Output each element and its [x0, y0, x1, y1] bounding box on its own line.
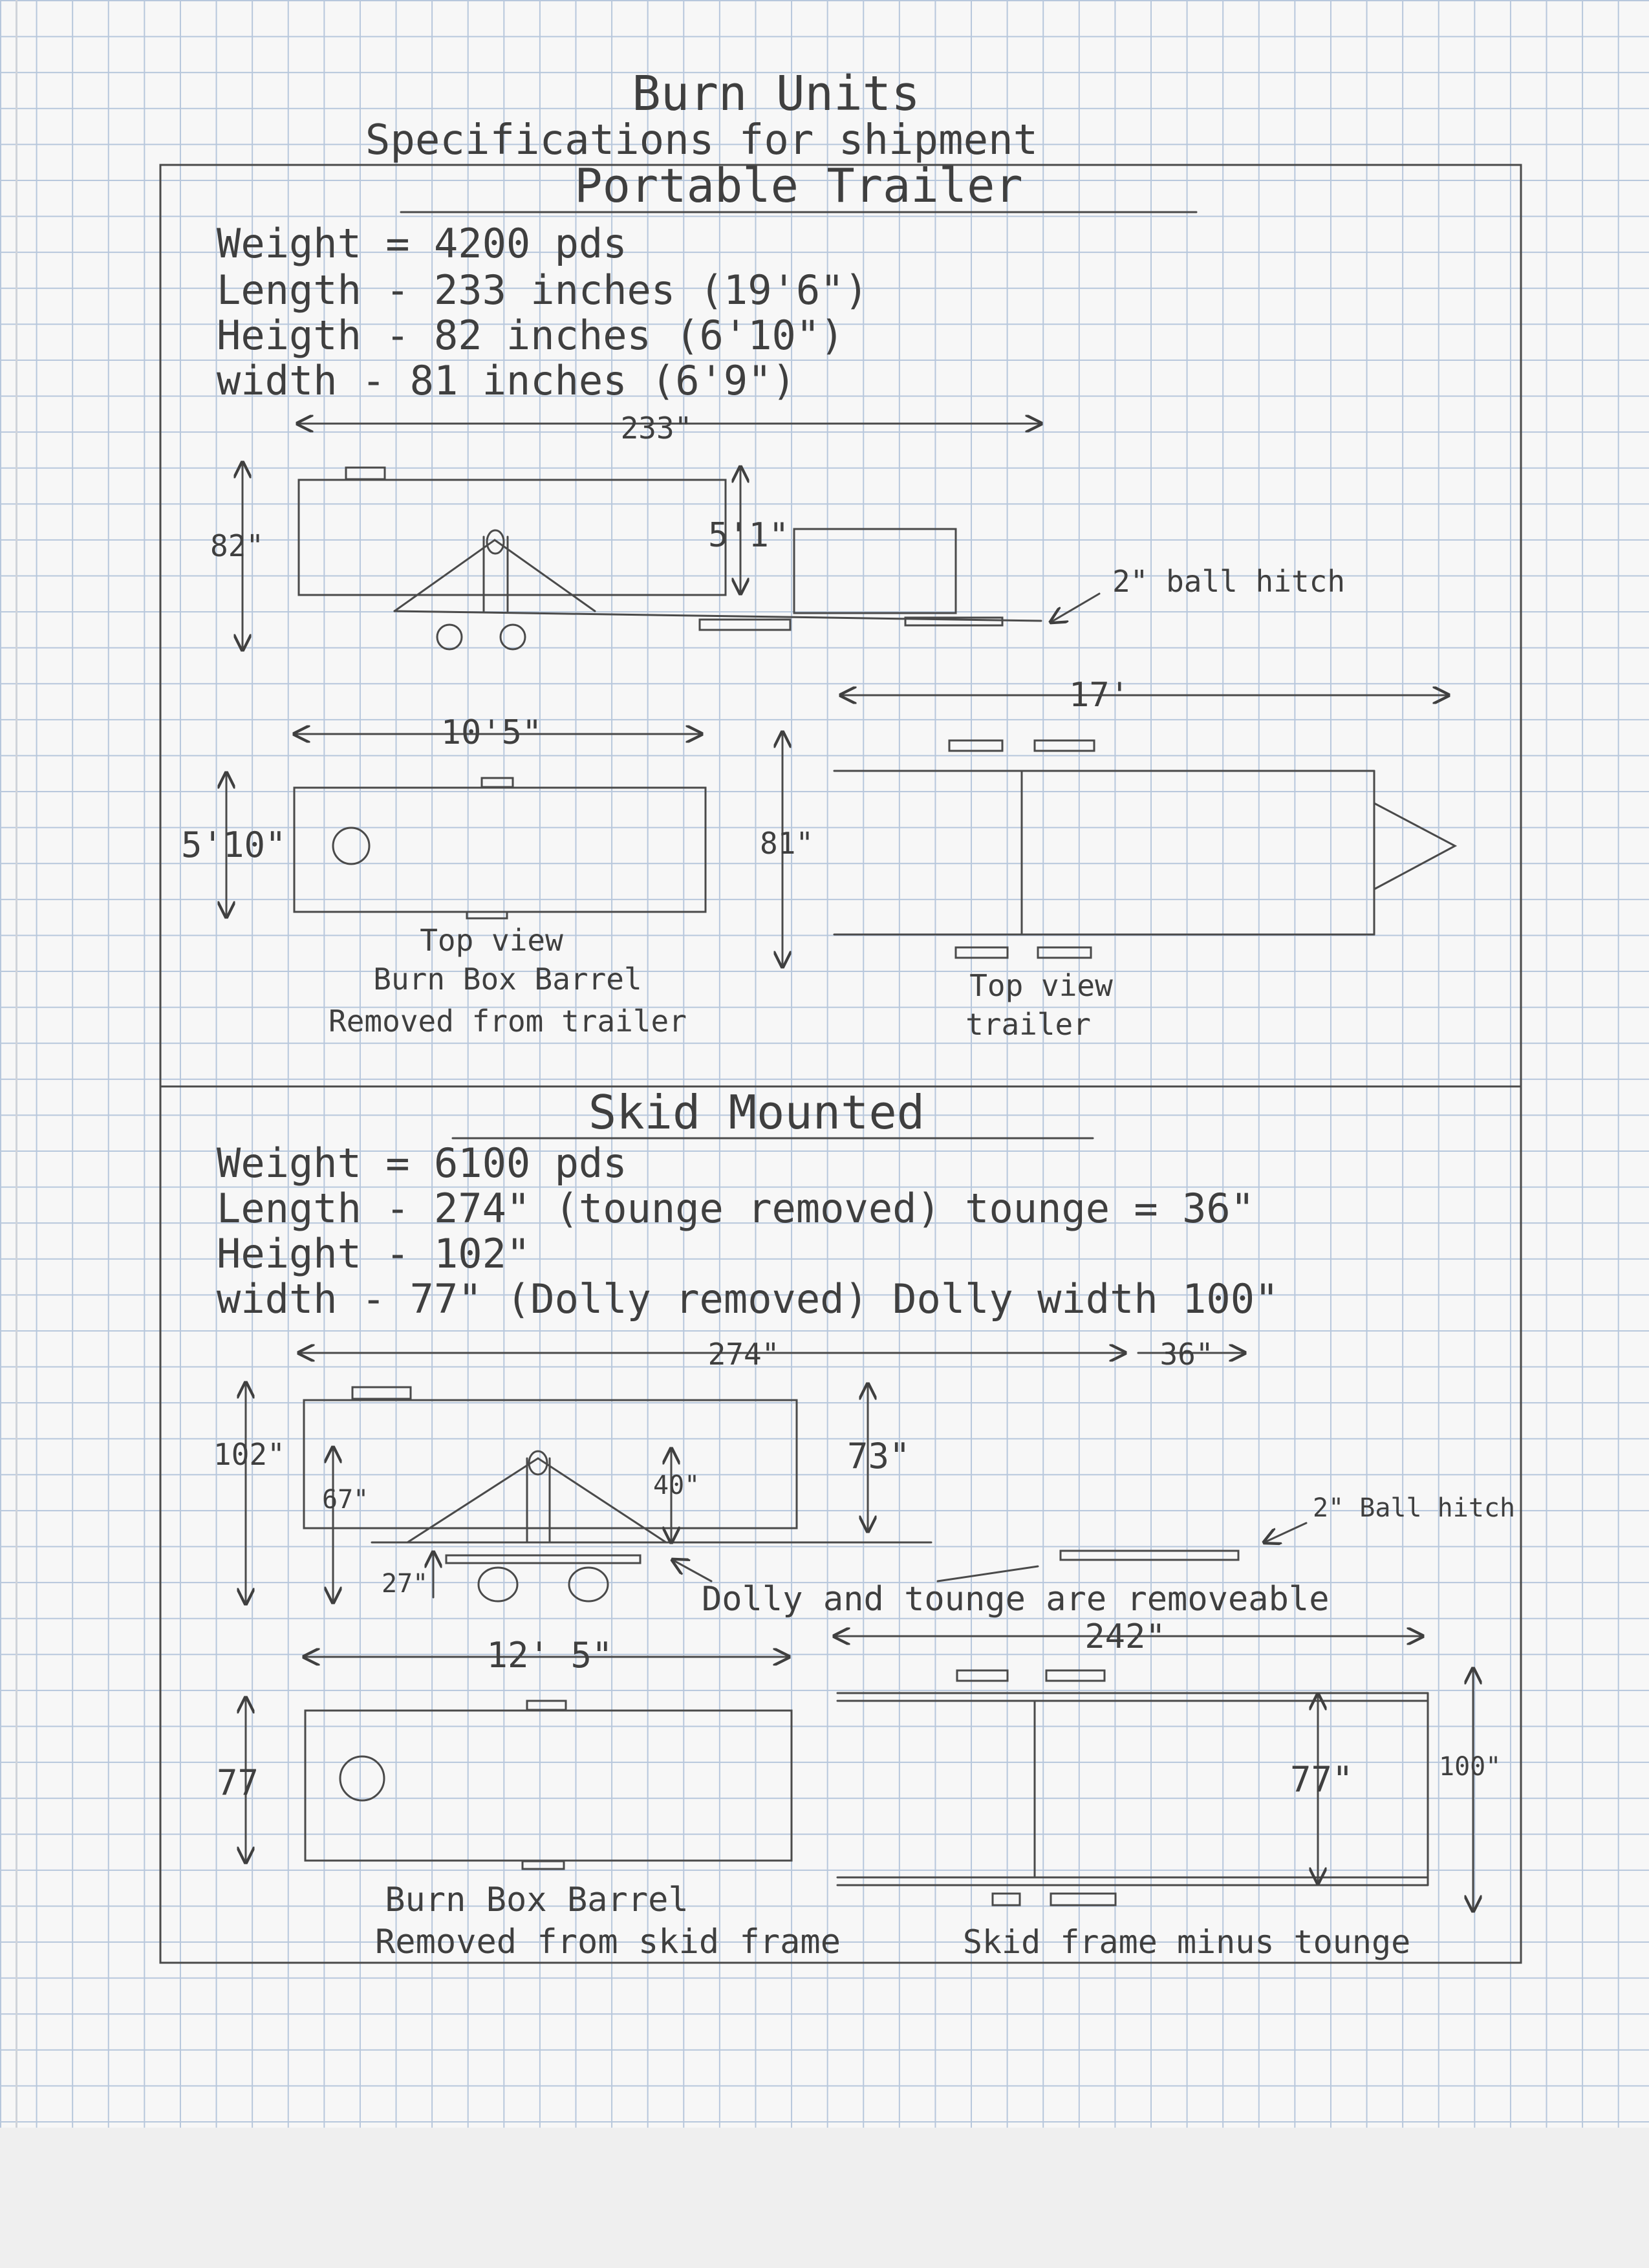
section1-spec-width: width - 81 inches (6'9") [217, 357, 796, 404]
page-subtitle: Specifications for shipment [365, 116, 1039, 164]
label-100: 100" [1439, 1752, 1502, 1782]
trailer-jack-pad [700, 620, 790, 630]
label-27: 27" [382, 1569, 429, 1599]
label-ball-hitch: 2" ball hitch [1112, 564, 1346, 599]
skid-barrel-bottom-tab [523, 1861, 564, 1869]
barrel-bottom-tab [467, 912, 507, 918]
section1-spec-height: Heigth - 82 inches (6'10") [217, 312, 845, 359]
skid-ball-hitch-leader [1264, 1523, 1306, 1542]
label-5-10: 5'10" [181, 825, 286, 865]
barrel-caption-1: Top view [420, 923, 563, 958]
trailer-barrel-side [299, 480, 726, 595]
page-title: Burn Units [632, 66, 920, 122]
barrel-port-circle [333, 828, 369, 864]
trailer-pivot [487, 530, 504, 554]
skid-frame-caption: Skid frame minus tounge [962, 1923, 1411, 1961]
ball-hitch-leader [1051, 594, 1099, 622]
section2-spec-width: width - 77" (Dolly removed) Dolly width 100" [217, 1275, 1279, 1323]
trailer-a-frame [394, 540, 595, 611]
label-77-frame: 77" [1290, 1759, 1353, 1800]
trailer-wheel-rear [501, 625, 525, 649]
skid-barrel-caption-2: Removed from skid frame [374, 1923, 841, 1961]
skid-fender-2 [1046, 1670, 1105, 1681]
label-81: 81" [760, 826, 814, 861]
skid-barrel-top-tab [527, 1701, 566, 1710]
trailer-fender-3 [956, 947, 1008, 958]
skid-wheel-front [479, 1568, 517, 1601]
skid-barrel-port-circle [340, 1756, 384, 1800]
label-10-5: 10'5" [440, 713, 543, 752]
label-73: 73" [847, 1436, 911, 1476]
skid-fender-4 [1051, 1894, 1116, 1905]
label-233: 233" [620, 411, 693, 446]
skid-wheel-rear [569, 1568, 608, 1601]
skid-fender-3 [993, 1894, 1020, 1905]
skid-barrel-top-view [305, 1711, 792, 1861]
label-82: 82" [210, 528, 264, 563]
skid-dolly-bar [446, 1555, 640, 1563]
dolly-note-leader [673, 1560, 711, 1581]
trailer-caption-2: trailer [965, 1007, 1091, 1042]
skid-a-frame [407, 1458, 666, 1542]
label-77-barrel: 77 [217, 1762, 259, 1803]
label-274: 274" [707, 1337, 780, 1372]
skid-barrel-hatch [352, 1387, 411, 1399]
trailer-tongue-box [794, 529, 956, 613]
trailer-wheel-front [437, 625, 462, 649]
skid-barrel-caption-1: Burn Box Barrel [385, 1881, 689, 1919]
section1-spec-weight: Weight = 4200 pds [217, 220, 627, 267]
trailer-fender-2 [1035, 740, 1094, 751]
section2-spec-length: Length - 274" (tounge removed) tounge = 36" [217, 1185, 1255, 1232]
section2-heading: Skid Mounted [588, 1085, 925, 1139]
label-102: 102" [213, 1437, 285, 1472]
barrel-caption-3: Removed from trailer [329, 1004, 687, 1039]
barrel-caption-2: Burn Box Barrel [373, 962, 642, 997]
barrel-top-tab [482, 778, 513, 787]
label-40: 40" [653, 1471, 700, 1500]
label-242: 242" [1084, 1617, 1166, 1656]
skid-tongue-plate [1061, 1551, 1238, 1560]
label-5-1: 5'1" [708, 516, 790, 555]
barrel-top-view [294, 788, 706, 912]
trailer-caption-1: Top view [969, 968, 1113, 1003]
section2-spec-height: Height - 102" [217, 1230, 531, 1277]
dolly-note-leader-right [938, 1566, 1038, 1581]
section2-spec-weight: Weight = 6100 pds [217, 1139, 627, 1187]
section1-spec-length: Length - 233 inches (19'6") [217, 266, 868, 314]
label-67: 67" [322, 1485, 369, 1515]
trailer-barrel-hatch [346, 468, 385, 479]
label-12-5: 12' 5" [486, 1635, 613, 1676]
dolly-note: Dolly and tounge are removeable [702, 1580, 1330, 1619]
trailer-tongue-triangle [1374, 803, 1455, 889]
label-36: 36" [1159, 1337, 1214, 1372]
skid-label-ball-hitch: 2" Ball hitch [1313, 1493, 1516, 1523]
section1-heading: Portable Trailer [574, 158, 1023, 213]
trailer-fender-1 [949, 740, 1002, 751]
trailer-fender-4 [1038, 947, 1091, 958]
skid-fender-1 [957, 1670, 1008, 1681]
label-17: 17' [1069, 676, 1130, 715]
